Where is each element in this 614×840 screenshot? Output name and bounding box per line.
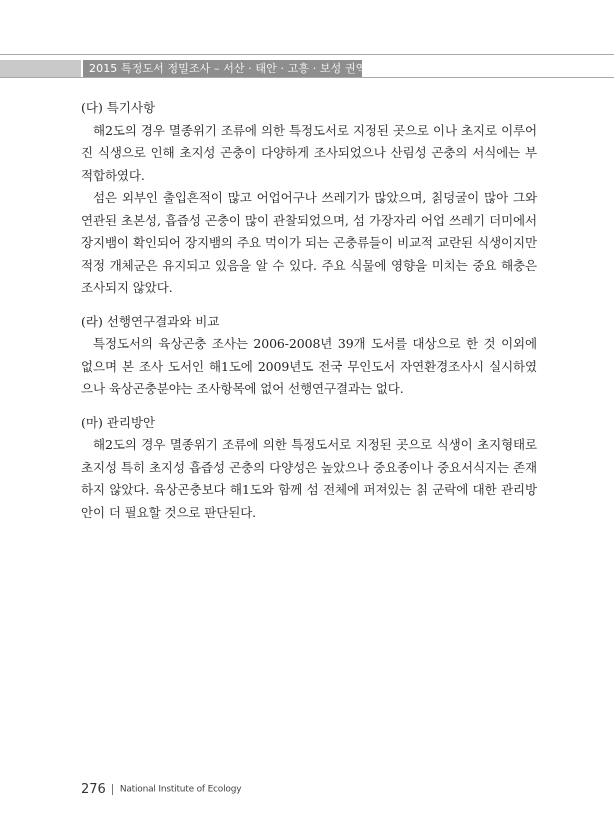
footer-divider — [112, 784, 113, 795]
running-header — [0, 60, 367, 77]
page-body — [81, 97, 537, 535]
section-heading: (라) 선행연구결과와 비교 — [81, 313, 220, 329]
section-management-plan — [81, 412, 537, 525]
paragraph: 섬은 외부인 출입흔적이 많고 어업어구나 쓰레기가 많았으며, 칡덩굴이 많아 그와 연관된 초본성, 흡즙성 곤충이 많이 관찰되었으며, 섬 가장자리 어업 쓰레기 더미에서 장지뱀이 확인되어 장지뱀의 주요 먹이가 되는 곤충류들이 비교적 교란된 식생이지만 적정 개체군은 유지되고 있음을 알 수 있다. 주요 식물에 영향을 미치는 중요 해충은 조사되지 않았다. — [81, 190, 537, 295]
running-header-title: 2015 특정도서 정밀조사 – 서산 · 태안 · 고흥 · 보성 권역 — [89, 62, 367, 75]
page-number: 276 — [81, 782, 106, 797]
section-heading: (마) 관리방안 — [81, 414, 156, 430]
institute-name: National Institute of Ecology — [119, 784, 242, 795]
header-lead-block — [0, 60, 81, 77]
section-heading: (다) 특기사항 — [81, 100, 156, 115]
section-prior-research — [81, 311, 537, 401]
header-top-rule — [0, 54, 614, 55]
header-separator — [81, 60, 83, 77]
paragraph: 해2도의 경우 멸종위기 조류에 의한 특정도서로 지정된 곳으로 식생이 초지형태로 초지성 특히 초지성 흡즙성 곤충의 다양성은 높았으나 중요종이나 중요서식지는 존재하지 않았다. 육상곤충보다 해1도와 함께 섬 전체에 퍼져있는 칡 군락에 대한 관리방안이 더 필요할 것으로 판단된다. — [81, 437, 537, 520]
paragraph: 특정도서의 육상곤충 조사는 2006-2008년 39개 도서를 대상으로 한 것 이외에 없으며 본 조사 도서인 해1도에 2009년도 전국 무인도서 자연환경조사시 실시하였으나 육상곤충분야는 조사항목에 없어 선행연구결과는 없다. — [81, 336, 537, 396]
paragraph: 해2도의 경우 멸종위기 조류에 의한 특정도서로 지정된 곳으로 이나 초지로 이루어진 식생으로 인해 초지성 곤충이 다양하게 조사되었으나 산림성 곤충의 서식에는 부적합하였다. — [81, 122, 537, 183]
page-footer — [81, 779, 241, 799]
header-bottom-rule — [0, 77, 614, 78]
section-special-notes — [81, 97, 537, 300]
